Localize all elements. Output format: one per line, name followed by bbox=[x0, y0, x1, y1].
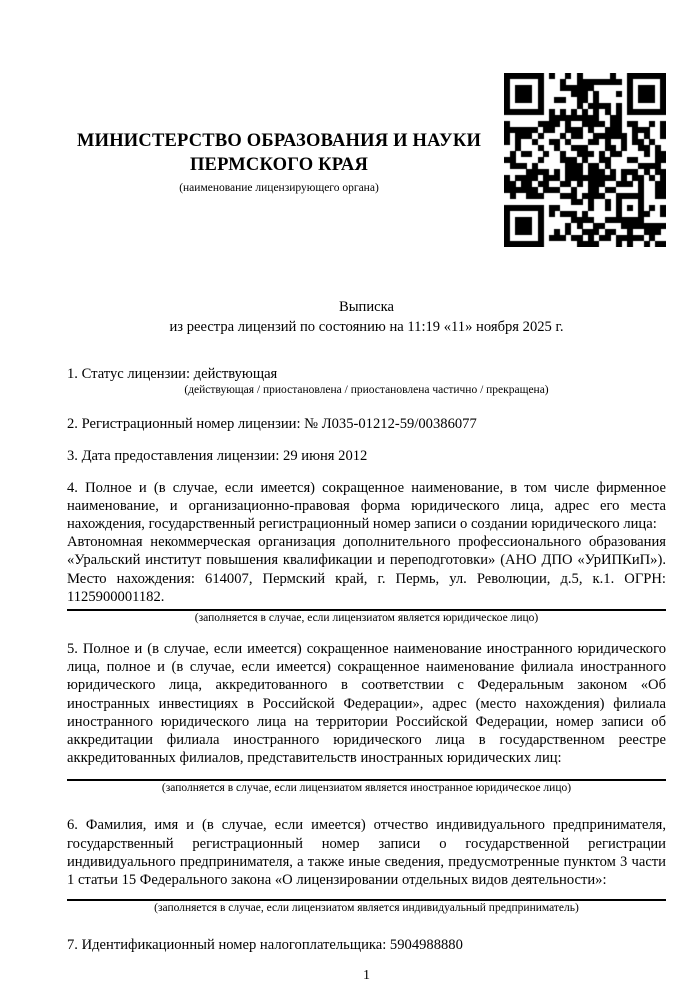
item-6-individual-entrepreneur bbox=[67, 816, 666, 916]
item-3-license-date bbox=[67, 447, 666, 465]
licensing-authority-caption: (наименование лицензирующего органа) bbox=[179, 181, 379, 194]
item-2-registration-number bbox=[67, 415, 666, 433]
licensing-authority-block bbox=[67, 73, 491, 247]
page-number: 1 bbox=[363, 968, 370, 984]
item-5-label: 5. Полное и (в случае, если имеется) сокращенное наименование иностранного юридического лица, полное и (в случае, если имеется) сокращенное наименование филиала иностранного юридического лица, аккредитованного в соответствии с Федеральным законом «Об иностранных инвестициях в Российской Федерации», адрес (место нахождения) филиала иностранного юридического лица на территории Российской Федерации, номер записи об аккредитации филиала иностранного юридического лица в государственном реестре аккредитованных филиалов, представительств иностранных юридических лиц: bbox=[67, 641, 666, 767]
item-6-blank-line bbox=[67, 889, 666, 901]
item-2-text: 2. Регистрационный номер лицензии: № Л035-01212-59/00386077 bbox=[67, 416, 477, 433]
qr-code-container bbox=[504, 73, 666, 247]
document-header bbox=[67, 73, 666, 247]
item-5-blank-line bbox=[67, 767, 666, 781]
item-1-license-status bbox=[67, 365, 666, 398]
document-title: Выписка bbox=[339, 299, 394, 315]
item-7-text: 7. Идентификационный номер налогоплательщика: 5904988880 bbox=[67, 937, 463, 954]
ministry-name bbox=[67, 129, 491, 178]
document-title-block bbox=[67, 297, 666, 337]
ministry-name-line2: ПЕРМСКОГО КРАЯ bbox=[189, 155, 369, 176]
document-subtitle: из реестра лицензий по состоянию на 11:19 «11» ноября 2025 г. bbox=[169, 319, 564, 335]
item-3-text: 3. Дата предоставления лицензии: 29 июня 2012 bbox=[67, 448, 368, 465]
item-6-label: 6. Фамилия, имя и (в случае, если имеется) отчество индивидуального предпринимателя, государственный регистрационный номер записи о государственной регистрации индивидуального предпринимателя, а также иные сведения, предусмотренные пунктом 3 части 1 статьи 15 Федерального закона «О лицензировании отдельных видов деятельности»: bbox=[67, 817, 666, 889]
item-7-taxpayer-id bbox=[67, 936, 666, 954]
ministry-name-line1: МИНИСТЕРСТВО ОБРАЗОВАНИЯ И НАУКИ bbox=[76, 131, 482, 151]
item-4-label: 4. Полное и (в случае, если имеется) сокращенное наименование, в том числе фирменное наименование, и организационно-правовая форма юридического лица, адрес его места нахождения, государственный регистрационный номер записи о создании юридического лица: bbox=[67, 479, 666, 533]
item-1-text: 1. Статус лицензии: действующая bbox=[67, 366, 278, 382]
item-5-foreign-entity bbox=[67, 640, 666, 796]
item-4-legal-entity bbox=[67, 479, 666, 626]
item-4-caption: (заполняется в случае, если лицензиатом является юридическое лицо) bbox=[194, 612, 539, 625]
qr-code bbox=[504, 73, 666, 247]
item-5-caption: (заполняется в случае, если лицензиатом является иностранное юридическое лицо) bbox=[161, 782, 572, 795]
item-4-value: Автономная некоммерческая организация дополнительного профессионального образования «Уральский институт повышения квалификации и переподготовки» (АНО ДПО «УрИПКиП»). Место нахождения: 614007, Пермский край, г. Пермь, ул. Революции, д.5, к.1. ОГРН: 1125900001182. bbox=[67, 533, 666, 611]
item-6-caption: (заполняется в случае, если лицензиатом является индивидуальный предприниматель) bbox=[154, 902, 579, 915]
item-1-caption: (действующая / приостановлена / приостановлена частично / прекращена) bbox=[184, 384, 549, 397]
